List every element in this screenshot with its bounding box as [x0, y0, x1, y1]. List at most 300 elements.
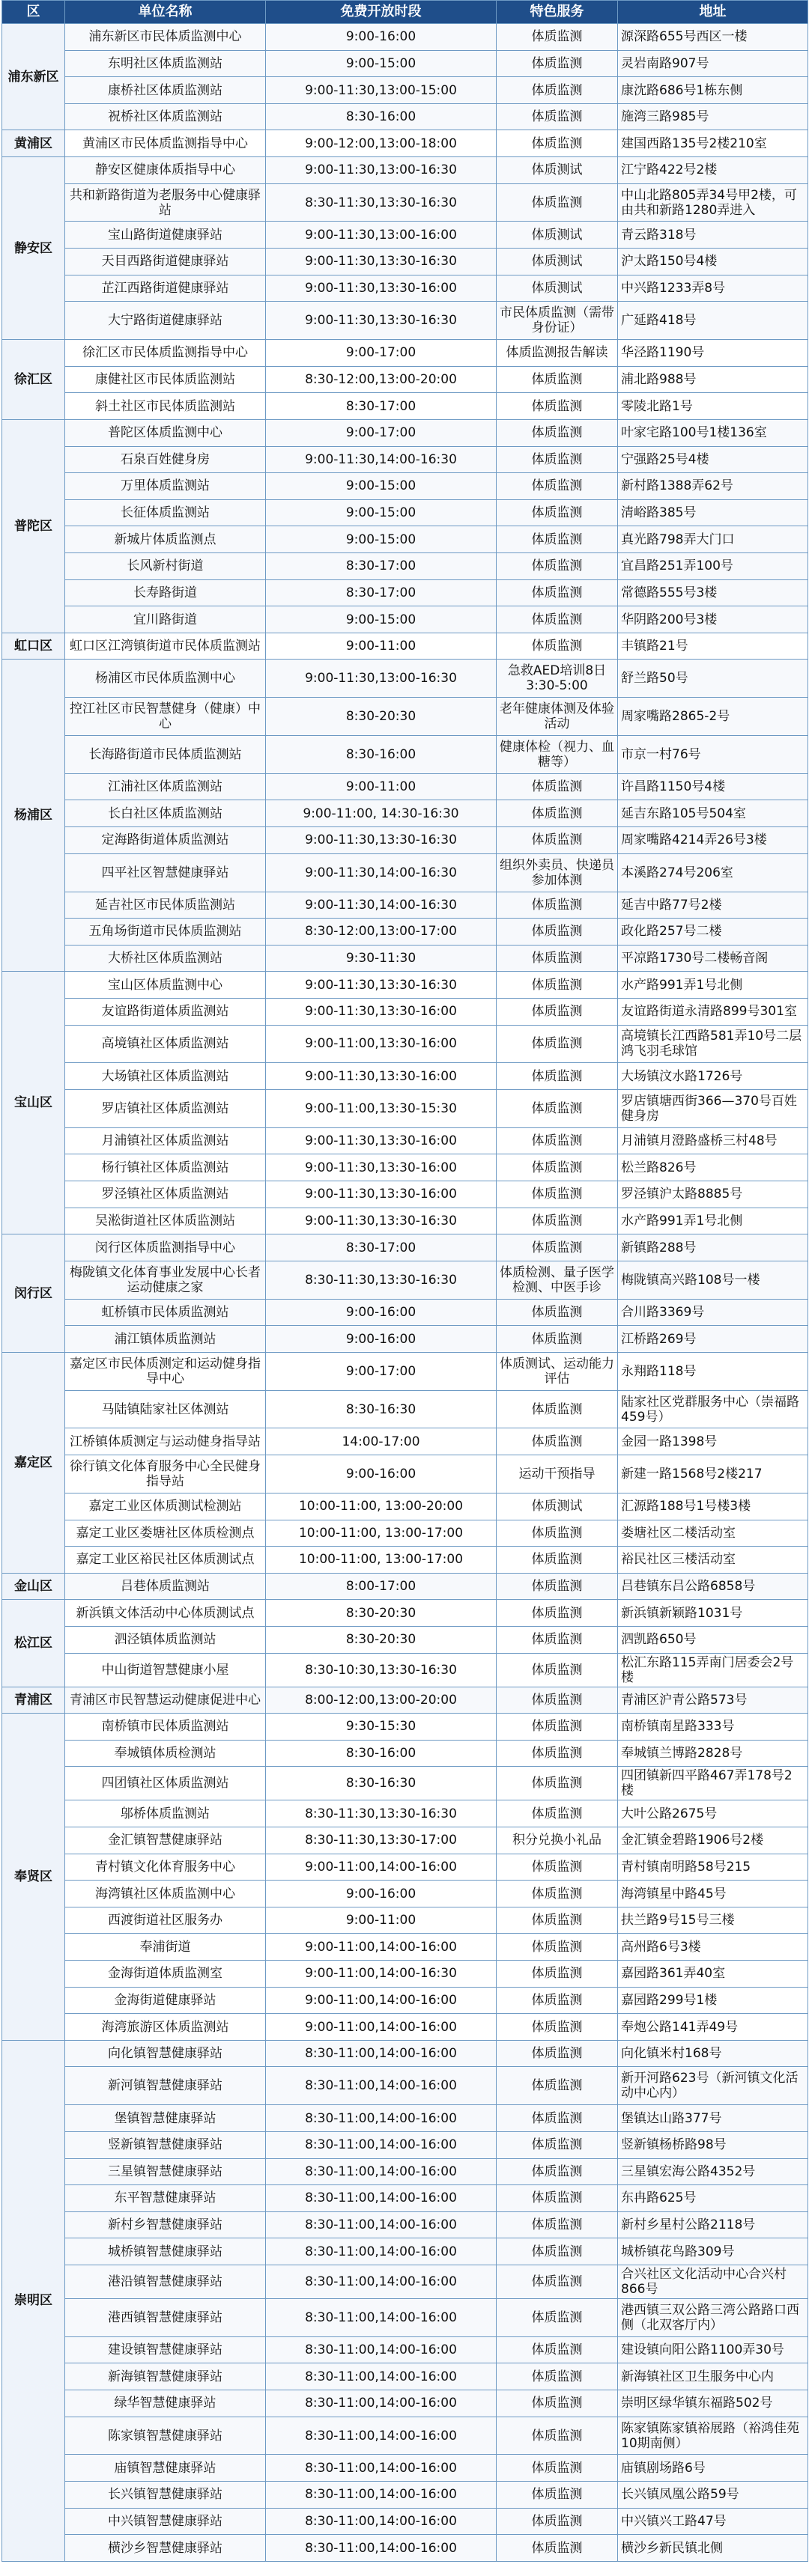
district-cell: 青浦区	[2, 1687, 65, 1714]
open-hours-cell: 9:00-15:00	[266, 50, 497, 77]
open-hours-cell: 9:00-11:00	[266, 633, 497, 660]
open-hours-cell: 9:00-16:00	[266, 24, 497, 51]
table-row	[2, 998, 808, 1025]
special-service-cell: 体质监测	[497, 1181, 618, 1208]
special-service-cell: 体质监测	[497, 1127, 618, 1154]
table-row	[2, 1800, 808, 1827]
address-cell: 横沙乡新民镇北侧	[618, 2535, 808, 2562]
unit-name-cell: 奉浦街道	[65, 1934, 266, 1961]
unit-name-cell: 青浦区市民智慧运动健康促进中心	[65, 1687, 266, 1714]
open-hours-cell: 9:00-11:30,13:00-16:00	[266, 222, 497, 249]
address-cell: 合兴社区文化活动中心合兴村866号	[618, 2265, 808, 2298]
table-header-row	[2, 1, 808, 24]
district-cell: 松江区	[2, 1600, 65, 1687]
table-row	[2, 1352, 808, 1390]
table-row	[2, 579, 808, 606]
open-hours-cell: 9:00-11:30,13:00-15:00	[266, 77, 497, 104]
open-hours-cell: 8:30-12:00,13:00-20:00	[266, 366, 497, 393]
special-service-cell: 体质监测	[497, 2014, 618, 2041]
address-cell: 吕巷镇东吕公路6858号	[618, 1573, 808, 1600]
open-hours-cell: 9:00-11:30,14:00-16:30	[266, 892, 497, 919]
table-row	[2, 660, 808, 698]
open-hours-cell: 9:00-11:00, 14:30-16:30	[266, 800, 497, 827]
open-hours-cell: 9:00-17:00	[266, 340, 497, 367]
special-service-cell: 体质监测	[497, 2535, 618, 2562]
unit-name-cell: 大桥社区体质监测站	[65, 945, 266, 972]
special-service-cell: 体质监测	[497, 1934, 618, 1961]
special-service-cell: 体质监测	[497, 1547, 618, 1574]
address-cell: 大场镇汶水路1726号	[618, 1063, 808, 1090]
address-cell: 东冉路625号	[618, 2185, 808, 2212]
open-hours-cell: 8:30-12:00,13:00-17:00	[266, 919, 497, 946]
special-service-cell: 体质测试	[497, 157, 618, 184]
table-row	[2, 736, 808, 774]
address-cell: 嘉园路361弄40室	[618, 1961, 808, 1988]
unit-name-cell: 定海路街道体质监测站	[65, 827, 266, 854]
table-row	[2, 892, 808, 919]
unit-name-cell: 友谊路街道体质监测站	[65, 998, 266, 1025]
address-cell: 零陵北路1号	[618, 393, 808, 420]
special-service-cell: 体质监测	[497, 366, 618, 393]
table-row	[2, 2298, 808, 2336]
unit-name-cell: 新浜镇文体活动中心体质测试点	[65, 1600, 266, 1627]
table-row	[2, 1208, 808, 1234]
table-row	[2, 2417, 808, 2455]
special-service-cell: 体质监测	[497, 499, 618, 526]
unit-name-cell: 新河镇智慧健康驿站	[65, 2067, 266, 2105]
table-row	[2, 1326, 808, 1353]
unit-name-cell: 罗店镇社区体质监测站	[65, 1089, 266, 1127]
open-hours-cell: 9:00-11:30,13:30-16:30	[266, 972, 497, 999]
district-cell: 金山区	[2, 1573, 65, 1600]
table-row	[2, 473, 808, 500]
table-row	[2, 2455, 808, 2482]
table-row	[2, 1987, 808, 2014]
address-cell: 奉炮公路141弄49号	[618, 2014, 808, 2041]
table-row	[2, 2105, 808, 2132]
header-special-service: 特色服务	[497, 1, 618, 24]
open-hours-cell: 8:30-16:00	[266, 103, 497, 130]
special-service-cell: 体质监测	[497, 419, 618, 446]
address-cell: 港西镇三双公路三湾公路路口西侧（北双客厅内）	[618, 2298, 808, 2336]
table-row	[2, 1573, 808, 1600]
open-hours-cell: 8:30-11:00,14:00-16:00	[266, 2482, 497, 2509]
open-hours-cell: 9:00-11:30,13:00-16:30	[266, 157, 497, 184]
address-cell: 中兴镇兴工路47号	[618, 2508, 808, 2535]
special-service-cell: 体质监测	[497, 130, 618, 157]
address-cell: 水产路991弄1号北侧	[618, 1208, 808, 1234]
special-service-cell: 体质监测	[497, 1854, 618, 1881]
unit-name-cell: 江浦社区体质监测站	[65, 773, 266, 800]
unit-name-cell: 建设镇智慧健康驿站	[65, 2336, 266, 2363]
unit-name-cell: 中兴镇智慧健康驿站	[65, 2508, 266, 2535]
unit-name-cell: 共和新路街道为老服务中心健康驿站	[65, 183, 266, 222]
address-cell: 本溪路274号206室	[618, 853, 808, 892]
unit-name-cell: 横沙乡智慧健康驿站	[65, 2535, 266, 2562]
unit-name-cell: 长风新村街道	[65, 552, 266, 579]
unit-name-cell: 斜土社区市民体质监测站	[65, 393, 266, 420]
address-cell: 长兴镇凤凰公路59号	[618, 2482, 808, 2509]
special-service-cell: 体质监测	[497, 1089, 618, 1127]
open-hours-cell: 8:30-11:00,14:00-16:00	[266, 2417, 497, 2455]
table-row	[2, 1881, 808, 1907]
special-service-cell: 体质监测	[497, 892, 618, 919]
address-cell: 高境镇长江西路581弄10号二层鸿飞羽毛球馆	[618, 1025, 808, 1063]
open-hours-cell: 8:30-16:30	[266, 1767, 497, 1800]
special-service-cell: 体质监测	[497, 1428, 618, 1455]
unit-name-cell: 青村镇文化体育服务中心	[65, 1854, 266, 1881]
table-row	[2, 1827, 808, 1854]
special-service-cell: 体质监测	[497, 1907, 618, 1934]
special-service-cell: 体质监测报告解读	[497, 340, 618, 367]
open-hours-cell: 9:00-11:30,13:30-16:00	[266, 275, 497, 302]
unit-name-cell: 虹桥镇市民体质监测站	[65, 1299, 266, 1326]
unit-name-cell: 陈家镇智慧健康驿站	[65, 2417, 266, 2455]
table-row	[2, 103, 808, 130]
special-service-cell: 老年健康体测及体验活动	[497, 698, 618, 736]
address-cell: 新开河路623号（新河镇文化活动中心内）	[618, 2067, 808, 2105]
address-cell: 宁强路25号4楼	[618, 446, 808, 473]
open-hours-cell: 8:30-11:00,14:00-16:00	[266, 2508, 497, 2535]
special-service-cell: 体质监测	[497, 77, 618, 104]
address-cell: 江桥路269号	[618, 1326, 808, 1353]
special-service-cell: 体质监测	[497, 2417, 618, 2455]
special-service-cell: 体质监测	[497, 2158, 618, 2185]
address-cell: 康沈路686号1栋东侧	[618, 77, 808, 104]
unit-name-cell: 吕巷体质监测站	[65, 1573, 266, 1600]
open-hours-cell: 10:00-11:00, 13:00-17:00	[266, 1520, 497, 1547]
table-row	[2, 1234, 808, 1261]
open-hours-cell: 9:00-17:00	[266, 1352, 497, 1390]
special-service-cell: 体质监测	[497, 1626, 618, 1653]
unit-name-cell: 延吉社区市民体质监测站	[65, 892, 266, 919]
special-service-cell: 体质监测	[497, 773, 618, 800]
address-cell: 新浜镇新颖路1031号	[618, 1600, 808, 1627]
open-hours-cell: 8:30-17:00	[266, 393, 497, 420]
special-service-cell: 体质监测	[497, 1800, 618, 1827]
address-cell: 清峪路385号	[618, 499, 808, 526]
special-service-cell: 体质监测	[497, 2040, 618, 2067]
open-hours-cell: 9:00-11:30,13:30-16:30	[266, 249, 497, 275]
open-hours-cell: 9:00-11:00,14:00-16:00	[266, 1854, 497, 1881]
unit-name-cell: 大场镇社区体质监测站	[65, 1063, 266, 1090]
unit-name-cell: 长海路街道市民体质监测站	[65, 736, 266, 774]
open-hours-cell: 8:30-11:30,13:30-16:30	[266, 1800, 497, 1827]
open-hours-cell: 9:00-15:00	[266, 473, 497, 500]
open-hours-cell: 8:30-11:00,14:00-16:00	[266, 2067, 497, 2105]
unit-name-cell: 大宁路街道健康驿站	[65, 302, 266, 340]
special-service-cell: 体质监测	[497, 1881, 618, 1907]
address-cell: 中山北路805弄34号甲2楼，可由共和新路1280弄进入	[618, 183, 808, 222]
table-row	[2, 2482, 808, 2509]
table-row	[2, 1907, 808, 1934]
table-row	[2, 130, 808, 157]
table-row	[2, 1626, 808, 1653]
address-cell: 市京一村76号	[618, 736, 808, 774]
table-row	[2, 393, 808, 420]
special-service-cell: 组织外卖员、快递员参加体测	[497, 853, 618, 892]
special-service-cell: 体质监测	[497, 1063, 618, 1090]
table-row	[2, 1455, 808, 1493]
special-service-cell: 体质监测	[497, 1326, 618, 1353]
special-service-cell: 运动干预指导	[497, 1455, 618, 1493]
address-cell: 华泾路1190号	[618, 340, 808, 367]
unit-name-cell: 杨浦区市民体质监测中心	[65, 660, 266, 698]
special-service-cell: 体质监测	[497, 1154, 618, 1181]
address-cell: 青云路318号	[618, 222, 808, 249]
unit-name-cell: 静安区健康体质指导中心	[65, 157, 266, 184]
open-hours-cell: 9:00-11:00,14:00-16:00	[266, 1987, 497, 2014]
open-hours-cell: 9:00-11:00,14:00-16:30	[266, 1961, 497, 1988]
table-row	[2, 606, 808, 633]
special-service-cell: 健康体检（视力、血糖等）	[497, 736, 618, 774]
special-service-cell: 体质监测	[497, 1390, 618, 1428]
unit-name-cell: 嘉定工业区裕民社区体质测试点	[65, 1547, 266, 1574]
special-service-cell: 体质监测	[497, 800, 618, 827]
open-hours-cell: 8:30-11:00,14:00-16:00	[266, 2336, 497, 2363]
special-service-cell: 体质测试	[497, 275, 618, 302]
header-district: 区	[2, 1, 65, 24]
special-service-cell: 体质监测	[497, 1961, 618, 1988]
unit-name-cell: 万里体质监测站	[65, 473, 266, 500]
open-hours-cell: 8:30-11:00,14:00-16:00	[266, 2363, 497, 2390]
table-row	[2, 1687, 808, 1714]
open-hours-cell: 8:30-16:00	[266, 736, 497, 774]
unit-name-cell: 浦东新区市民体质监测中心	[65, 24, 266, 51]
unit-name-cell: 城桥镇智慧健康驿站	[65, 2238, 266, 2265]
special-service-cell: 体质检测、量子医学检测、中医手诊	[497, 1261, 618, 1299]
district-cell: 闵行区	[2, 1234, 65, 1353]
table-row	[2, 1934, 808, 1961]
table-row	[2, 1089, 808, 1127]
unit-name-cell: 港西镇智慧健康驿站	[65, 2298, 266, 2336]
address-cell: 友谊路街道永清路899号301室	[618, 998, 808, 1025]
address-cell: 南桥镇南星路333号	[618, 1714, 808, 1741]
unit-name-cell: 东平智慧健康驿站	[65, 2185, 266, 2212]
open-hours-cell: 9:00-16:00	[266, 1881, 497, 1907]
open-hours-cell: 8:30-17:00	[266, 1234, 497, 1261]
open-hours-cell: 9:00-15:00	[266, 606, 497, 633]
district-cell: 黄浦区	[2, 130, 65, 157]
district-cell: 嘉定区	[2, 1352, 65, 1573]
special-service-cell: 体质测试、运动能力评估	[497, 1352, 618, 1390]
special-service-cell: 体质监测	[497, 2336, 618, 2363]
unit-name-cell: 泗泾镇体质监测站	[65, 1626, 266, 1653]
open-hours-cell: 8:30-11:00,14:00-16:00	[266, 2185, 497, 2212]
unit-name-cell: 长寿路街道	[65, 579, 266, 606]
special-service-cell: 体质监测	[497, 2211, 618, 2238]
open-hours-cell: 9:00-11:30,13:30-16:30	[266, 302, 497, 340]
open-hours-cell: 8:30-16:00	[266, 1740, 497, 1767]
address-cell: 陈家镇陈家镇裕展路（裕鸿佳苑10期南侧）	[618, 2417, 808, 2455]
table-row	[2, 77, 808, 104]
header-address: 地址	[618, 1, 808, 24]
table-row	[2, 1653, 808, 1687]
table-row	[2, 2265, 808, 2298]
table-row	[2, 526, 808, 553]
open-hours-cell: 8:30-11:30,13:30-17:00	[266, 1827, 497, 1854]
table-row	[2, 1063, 808, 1090]
table-row	[2, 853, 808, 892]
unit-name-cell: 罗泾镇社区体质监测站	[65, 1181, 266, 1208]
table-row	[2, 1493, 808, 1520]
schedule-table-container	[1, 0, 808, 2562]
address-cell: 建设镇向阳公路1100弄30号	[618, 2336, 808, 2363]
unit-name-cell: 虹口区江湾镇街道市民体质监测站	[65, 633, 266, 660]
unit-name-cell: 三星镇智慧健康驿站	[65, 2158, 266, 2185]
table-row	[2, 446, 808, 473]
unit-name-cell: 长征体质监测站	[65, 499, 266, 526]
special-service-cell: 体质监测	[497, 2131, 618, 2158]
table-row	[2, 1154, 808, 1181]
address-cell: 娄塘社区二楼活动室	[618, 1520, 808, 1547]
open-hours-cell: 9:00-15:00	[266, 526, 497, 553]
address-cell: 舒兰路50号	[618, 660, 808, 698]
unit-name-cell: 金汇镇智慧健康驿站	[65, 1827, 266, 1854]
address-cell: 中兴路1233弄8号	[618, 275, 808, 302]
special-service-cell: 体质监测	[497, 473, 618, 500]
open-hours-cell: 8:30-10:30,13:30-16:30	[266, 1653, 497, 1687]
address-cell: 松汇东路115弄南门居委会2号楼	[618, 1653, 808, 1687]
table-row	[2, 1261, 808, 1299]
address-cell: 四团镇新四平路467弄178号2楼	[618, 1767, 808, 1800]
open-hours-cell: 9:00-11:30,13:30-16:00	[266, 1063, 497, 1090]
address-cell: 泗凯路650号	[618, 1626, 808, 1653]
special-service-cell: 体质监测	[497, 2298, 618, 2336]
special-service-cell: 体质监测	[497, 1987, 618, 2014]
table-row	[2, 827, 808, 854]
special-service-cell: 体质监测	[497, 1653, 618, 1687]
unit-name-cell: 港沿镇智慧健康驿站	[65, 2265, 266, 2298]
table-row	[2, 2363, 808, 2390]
table-row	[2, 2508, 808, 2535]
open-hours-cell: 8:30-17:00	[266, 579, 497, 606]
unit-name-cell: 梅陇镇文化体育事业发展中心长者运动健康之家	[65, 1261, 266, 1299]
address-cell: 庙镇剧场路6号	[618, 2455, 808, 2482]
unit-name-cell: 金海街道体质监测室	[65, 1961, 266, 1988]
table-row	[2, 499, 808, 526]
table-row	[2, 945, 808, 972]
special-service-cell: 体质监测	[497, 827, 618, 854]
special-service-cell: 体质监测	[497, 633, 618, 660]
district-cell: 崇明区	[2, 2040, 65, 2561]
unit-name-cell: 金海街道健康驿站	[65, 1987, 266, 2014]
table-row	[2, 1428, 808, 1455]
district-cell: 杨浦区	[2, 660, 65, 972]
special-service-cell: 体质监测	[497, 1740, 618, 1767]
special-service-cell: 体质监测	[497, 2363, 618, 2390]
unit-name-cell: 中山街道智慧健康小屋	[65, 1653, 266, 1687]
unit-name-cell: 竖新镇智慧健康驿站	[65, 2131, 266, 2158]
unit-name-cell: 康桥社区体质监测站	[65, 77, 266, 104]
open-hours-cell: 8:30-11:00,14:00-16:00	[266, 2158, 497, 2185]
special-service-cell: 体质监测	[497, 1687, 618, 1714]
special-service-cell: 体质监测	[497, 2508, 618, 2535]
unit-name-cell: 南桥镇市民体质监测站	[65, 1714, 266, 1741]
address-cell: 广延路418号	[618, 302, 808, 340]
address-cell: 源深路655号西区一楼	[618, 24, 808, 51]
unit-name-cell: 四团镇社区体质监测站	[65, 1767, 266, 1800]
table-row	[2, 2014, 808, 2041]
table-row	[2, 275, 808, 302]
address-cell: 周家嘴路2865-2号	[618, 698, 808, 736]
open-hours-cell: 8:30-20:30	[266, 1626, 497, 1653]
unit-name-cell: 高境镇社区体质监测站	[65, 1025, 266, 1063]
special-service-cell: 体质测试	[497, 1493, 618, 1520]
address-cell: 金园一路1398号	[618, 1428, 808, 1455]
unit-name-cell: 吴淞街道社区体质监测站	[65, 1208, 266, 1234]
open-hours-cell: 9:00-11:30,13:30-16:00	[266, 1154, 497, 1181]
table-row	[2, 249, 808, 275]
table-row	[2, 919, 808, 946]
table-row	[2, 24, 808, 51]
special-service-cell: 体质监测	[497, 2105, 618, 2132]
table-row	[2, 1740, 808, 1767]
special-service-cell: 体质监测	[497, 1573, 618, 1600]
unit-name-cell: 嘉定区市民体质测定和运动健身指导中心	[65, 1352, 266, 1390]
address-cell: 合川路3369号	[618, 1299, 808, 1326]
unit-name-cell: 马陆镇陆家社区体测站	[65, 1390, 266, 1428]
table-row	[2, 302, 808, 340]
table-row	[2, 1547, 808, 1574]
open-hours-cell: 8:30-11:00,14:00-16:00	[266, 2131, 497, 2158]
special-service-cell: 体质监测	[497, 552, 618, 579]
unit-name-cell: 庙镇智慧健康驿站	[65, 2455, 266, 2482]
address-cell: 周家嘴路4214弄26号3楼	[618, 827, 808, 854]
unit-name-cell: 堡镇智慧健康驿站	[65, 2105, 266, 2132]
open-hours-cell: 8:30-11:00,14:00-16:00	[266, 2455, 497, 2482]
table-body	[2, 24, 808, 2562]
special-service-cell: 体质监测	[497, 606, 618, 633]
address-cell: 堡镇达山路377号	[618, 2105, 808, 2132]
open-hours-cell: 8:30-11:00,14:00-16:00	[266, 2265, 497, 2298]
address-cell: 华阴路200号3楼	[618, 606, 808, 633]
open-hours-cell: 9:00-11:30,13:30-16:30	[266, 1208, 497, 1234]
unit-name-cell: 奉城镇体质检测站	[65, 1740, 266, 1767]
special-service-cell: 体质监测	[497, 2067, 618, 2105]
address-cell: 大叶公路2675号	[618, 1800, 808, 1827]
table-row	[2, 552, 808, 579]
address-cell: 奉城镇兰博路2828号	[618, 1740, 808, 1767]
address-cell: 灵岩南路907号	[618, 50, 808, 77]
table-row	[2, 2238, 808, 2265]
address-cell: 高州路6号3楼	[618, 1934, 808, 1961]
unit-name-cell: 康健社区市民体质监测站	[65, 366, 266, 393]
table-row	[2, 1961, 808, 1988]
address-cell: 青浦区沪青公路573号	[618, 1687, 808, 1714]
table-row	[2, 1127, 808, 1154]
unit-name-cell: 长白社区体质监测站	[65, 800, 266, 827]
unit-name-cell: 新城片体质监测点	[65, 526, 266, 553]
unit-name-cell: 新海镇智慧健康驿站	[65, 2363, 266, 2390]
open-hours-cell: 10:00-11:00, 13:00-17:00	[266, 1547, 497, 1574]
unit-name-cell: 祝桥社区体质监测站	[65, 103, 266, 130]
unit-name-cell: 邬桥体质监测站	[65, 1800, 266, 1827]
unit-name-cell: 黄浦区市民体质监测指导中心	[65, 130, 266, 157]
unit-name-cell: 月浦镇社区体质监测站	[65, 1127, 266, 1154]
open-hours-cell: 10:00-11:00, 13:00-20:00	[266, 1493, 497, 1520]
table-row	[2, 50, 808, 77]
address-cell: 向化镇米村168号	[618, 2040, 808, 2067]
special-service-cell: 体质监测	[497, 2185, 618, 2212]
address-cell: 裕民社区三楼活动室	[618, 1547, 808, 1574]
address-cell: 松兰路826号	[618, 1154, 808, 1181]
special-service-cell: 体质监测	[497, 2390, 618, 2417]
address-cell: 江宁路422号2楼	[618, 157, 808, 184]
open-hours-cell: 8:30-16:30	[266, 1390, 497, 1428]
address-cell: 常德路555号3楼	[618, 579, 808, 606]
table-row	[2, 1025, 808, 1063]
